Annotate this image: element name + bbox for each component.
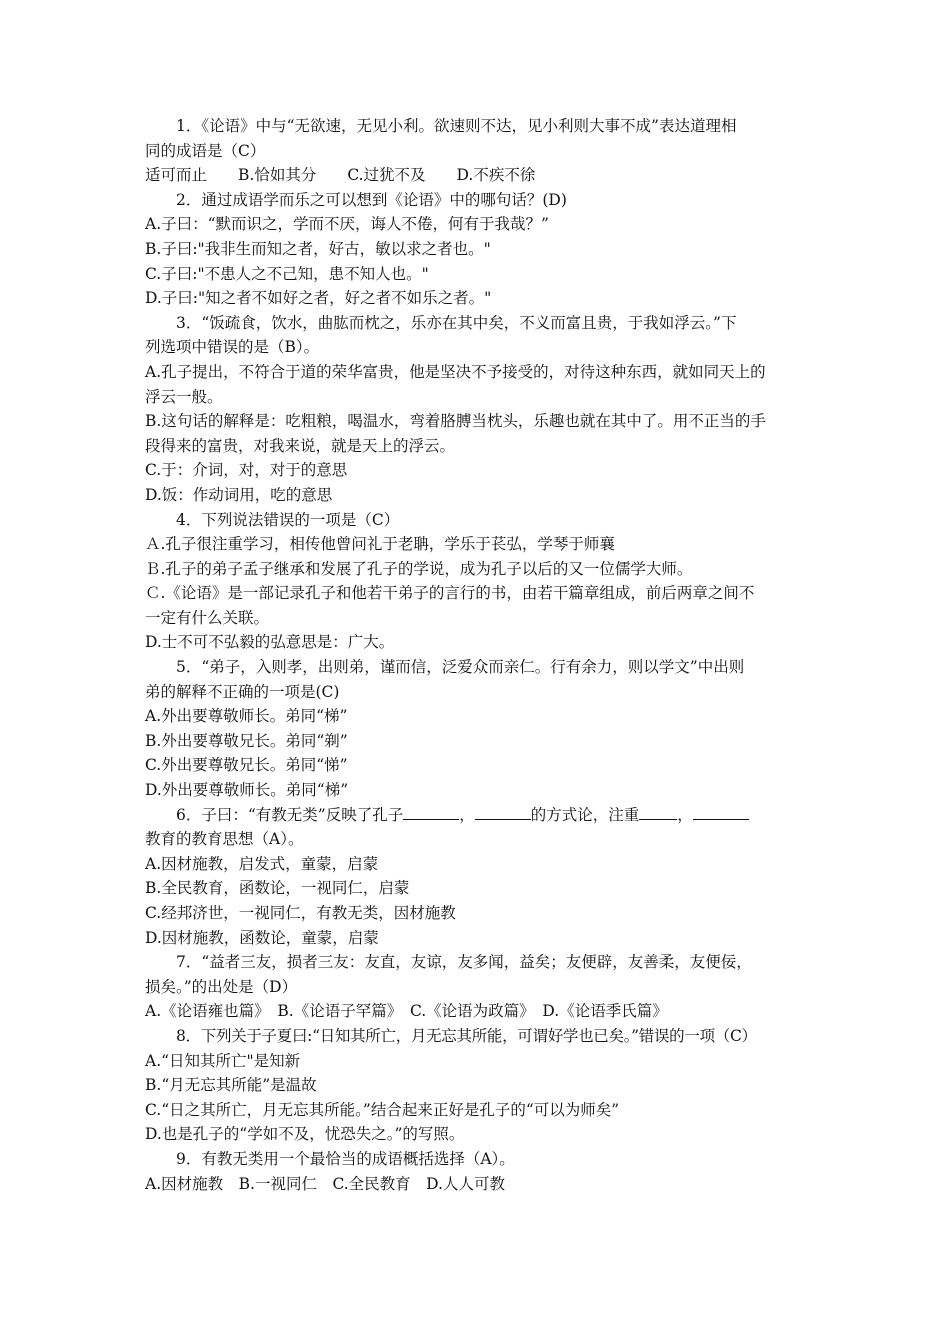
question-6-stem-line1: [145, 803, 810, 828]
document-page: [145, 114, 810, 1196]
question-7: [145, 950, 810, 1024]
question-6-stem-part1: 6．子曰：“有教无类”反映了孔子: [176, 805, 404, 824]
question-4-option-c-line1: Ｃ.《论语》是一部记录孔子和他若干弟子的言行的书，由若干篇章组成，前后两章之间不: [145, 584, 755, 603]
question-6-stem-part4: ，: [677, 805, 693, 824]
question-3-option-a-line1: A.孔子提出，不符合于道的荣华富贵，他是坚决不予接受的，对待这种东西，就如同天上的: [145, 362, 766, 381]
question-9-options: A.因材施教 B.一视同仁 C.全民教育 D.人人可教: [145, 1174, 505, 1193]
question-8-stem: 8．下列关于子夏曰:“日知其所亡，月无忘其所能，可谓好学也已矣。”错误的一项（C）: [176, 1026, 757, 1045]
question-5-stem-line2: 弟的解释不正确的一项是(C): [145, 682, 340, 701]
question-3-option-b-line2: 段得来的富贵，对我来说，就是天上的浮云。: [145, 436, 456, 455]
question-2-option-b: B.子曰:"我非生而知之者，好古，敏以求之者也。": [145, 239, 491, 258]
fill-blank: [693, 803, 749, 820]
question-3-stem-line1: 3．“饭疏食，饮水，曲肱而枕之，乐亦在其中矣，不义而富且贵，于我如浮云。”下: [176, 313, 737, 332]
question-8-option-a: A.“日知其所亡"是知新: [145, 1051, 301, 1070]
question-6-stem-part3: 的方式论，注重: [530, 805, 640, 824]
question-7-stem-line1: 7．“益者三友，损者三友：友直，友谅，友多闻，益矣；友便辟，友善柔，友便佞，: [176, 953, 752, 972]
question-3-option-c: C.于：介词，对，对于的意思: [145, 461, 348, 480]
question-2-stem: 2．通过成语学而乐之可以想到《论语》中的哪句话？(D): [176, 190, 567, 209]
question-6-option-d: D.因材施教，函数论，童蒙，启蒙: [145, 928, 379, 947]
question-8-option-b: B.“月无忘其所能”是温故: [145, 1076, 317, 1095]
question-3: [145, 311, 810, 508]
question-5-option-c: C.外出要尊敬兄长。弟同“悌”: [145, 756, 348, 775]
question-1-options: 适可而止 B.恰如其分 C.过犹不及 D.不疾不徐: [145, 166, 536, 185]
question-9: [145, 1147, 810, 1196]
fill-blank: [475, 803, 531, 820]
question-1-stem-line1: 1．《论语》中与“无欲速，无见小利。欲速则不达，见小利则大事不成”表达道理相: [176, 117, 737, 135]
question-4-option-c-line2: 一定有什么关联。: [145, 608, 270, 627]
question-3-option-a-line2: 浮云一般。: [145, 387, 223, 406]
question-4-option-a: Ａ.孔子很注重学习，相传他曾问礼于老聃，学乐于苌弘，学琴于师襄: [145, 535, 615, 554]
question-6-stem-line2: 教育的教育思想（A）。: [145, 830, 304, 849]
question-1: [145, 114, 810, 188]
question-6-stem-part2: ，: [459, 805, 475, 824]
question-6-option-b: B.全民教育，函数论，一视同仁，启蒙: [145, 879, 410, 898]
question-3-stem-line2: 列选项中错误的是（B）。: [145, 338, 320, 357]
fill-blank: [639, 803, 677, 820]
question-5-option-d: D.外出要尊敬师长。弟同“梯”: [145, 781, 349, 800]
question-3-option-d: D.饭：作动词用，吃的意思: [145, 485, 333, 504]
fill-blank: [403, 803, 459, 820]
question-5-stem-line1: 5．“弟子，入则孝，出则弟，谨而信，泛爱众而亲仁。行有余力，则以学文”中出则: [176, 658, 745, 677]
question-3-option-b-line1: B.这句话的解释是：吃粗粮，喝温水，弯着胳膊当枕头，乐趣也就在其中了。用不正当的手: [145, 412, 766, 431]
question-4: [145, 508, 810, 656]
question-9-stem: 9．有教无类用一个最恰当的成语概括选择（A）。: [176, 1149, 515, 1168]
question-8-option-c: C.“日之其所亡，月无忘其所能。”结合起来正好是孔子的“可以为师矣”: [145, 1100, 620, 1119]
question-8: [145, 1024, 810, 1147]
question-6: [145, 803, 810, 951]
question-2-option-d: D.子曰:"知之者不如好之者，好之者不如乐之者。": [145, 289, 492, 308]
question-1-stem-line2: 同的成语是（C）: [145, 141, 266, 160]
question-7-stem-line2: 损矣。”的出处是（D）: [145, 977, 298, 996]
question-7-options: A.《论语雍也篇》 B.《论语子罕篇》 C.《论语为政篇》 D.《论语季氏篇》: [145, 1002, 668, 1021]
question-2: [145, 188, 810, 311]
question-4-stem: 4．下列说法错误的一项是（C）: [176, 510, 400, 529]
question-5: [145, 655, 810, 803]
question-4-option-b: Ｂ.孔子的弟子孟子继承和发展了孔子的学说，成为孔子以后的又一位儒学大师。: [145, 559, 693, 578]
question-5-option-a: A.外出要尊敬师长。弟同“梯”: [145, 707, 348, 726]
question-6-option-c: C.经邦济世，一视同仁，有教无类，因材施教: [145, 904, 456, 922]
question-2-option-a: A.子曰：“默而识之，学而不厌，诲人不倦，何有于我哉？”: [145, 215, 549, 234]
question-4-option-d: D.士不可不弘毅的弘意思是：广大。: [145, 633, 395, 652]
question-5-option-b: B.外出要尊敬兄长。弟同“剃”: [145, 731, 348, 750]
question-8-option-d: D.也是孔子的“学如不及，忧恐失之。”的写照。: [145, 1125, 465, 1144]
question-6-option-a: A.因材施教，启发式，童蒙，启蒙: [145, 854, 379, 873]
question-2-option-c: C.子曰:"不患人之不己知，患不知人也。": [145, 264, 429, 283]
